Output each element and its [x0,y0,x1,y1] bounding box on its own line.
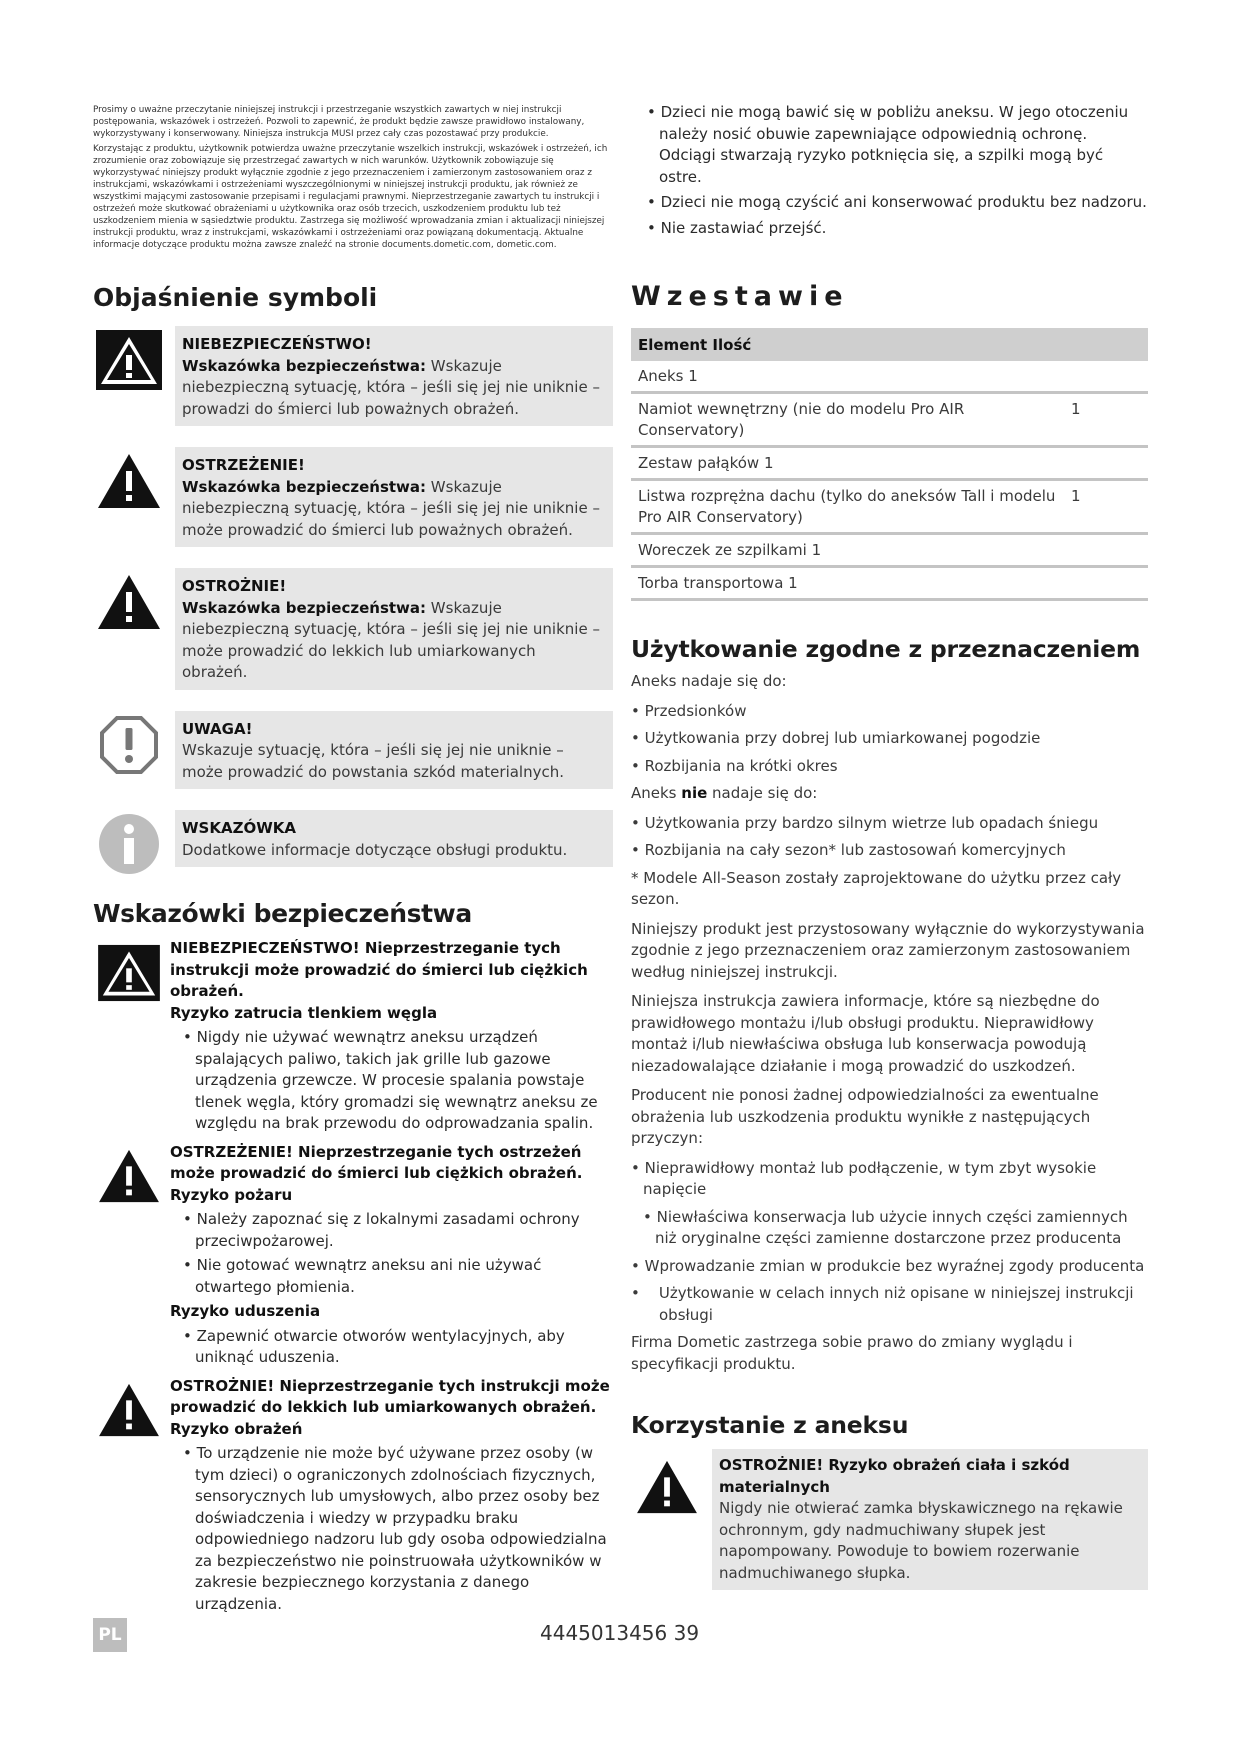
table-cell: Listwa rozprężna dachu (tylko do aneksów Tall i modelu Pro AIR Conservatory) [631,480,1064,534]
symbol-box [175,326,613,426]
safety-bullet: • Należy zapoznać się z lokalnymi zasadami ochrony przeciwpożarowej. [170,1209,613,1252]
usage-title: OSTROŻNIE! Ryzyko obrażeń ciała i szkód materialnych [719,1456,1070,1496]
unsuitable-intro [631,783,1148,805]
table-cell-qty: 1 [1064,393,1148,447]
symbol-title: WSKAZÓWKA [182,819,296,837]
list-item: • Rozbijania na cały sezon* lub zastosowań komercyjnych [631,840,1148,862]
table-header-row [631,328,1148,361]
safety-bullet: • Dzieci nie mogą bawić się w pobliżu aneksu. W jego otoczeniu należy nosić obuwie zapewniające odpowiednią ochronę. Odciągi stwarzają ryzyko potknięcia się, a szpilki mogą być ostre. [631,102,1148,188]
scope-heading: Wzestawie [631,281,849,312]
left-column [93,104,613,1622]
usage-caution [631,1449,1148,1590]
unsuitable-intro-post: nadaje się do: [707,784,818,802]
risk-title: Ryzyko obrażeń [170,1419,303,1438]
usage-heading: Korzystanie z aneksu [631,1411,909,1439]
table-cell-qty [1064,534,1148,567]
danger-icon [93,326,165,394]
symbols-heading: Objaśnienie symboli [93,283,378,312]
symbol-box [175,810,613,867]
paragraph: Niniejszy produkt jest przystosowany wyłącznie do wykorzystywania zgodnie z jego przeznaczeniem oraz zamierzonym zastosowaniem według niniejszej instrukcji. [631,919,1145,981]
symbol-title: OSTROŻNIE! [182,577,287,595]
intro-paragraph: Prosimy o uważne przeczytanie niniejszej instrukcji i przestrzeganie wszystkich zawartych w niej instrukcji postępowania, wskazówek i ostrzeżeń. Pozwoli to zapewnić, że produkt będzie zawsze prawidłowo instalowany, wykorzystywany i konserwowany. Niniejsza instrukcja MUSI przez cały czas pozostawać przy produkcie. [93,105,585,139]
table-header: Element Ilość [631,328,1148,361]
suitable-intro: Aneks nadaje się do: [631,672,787,690]
right-column [631,102,1148,1590]
safety-bullet: • Nie gotować wewnątrz aneksu ani nie używać otwartego płomienia. [170,1255,613,1298]
caution-icon [93,568,165,636]
safety-content [170,1376,613,1619]
table-cell-qty: 1 [1064,480,1148,534]
caution-icon [93,1376,165,1438]
list-item: • Niewłaściwa konserwacja lub użycie innych części zamiennych niż oryginalne części zamienne dostarczone przez producenta [631,1207,1148,1250]
warning-icon [93,447,165,515]
symbol-text: Wskazuje sytuację, która – jeśli się jej nie uniknie – może prowadzić do powstania szkód materialnych. [182,741,565,781]
safety-content [170,938,613,1138]
footnote: * Modele All-Season zostały zaprojektowane do użytku przez cały sezon. [631,868,1122,908]
list-item: • Użytkowania przy dobrej lub umiarkowanej pogodzie [631,728,1148,750]
safety-bullet: • To urządzenie nie może być używane przez osoby (w tym dzieci) o ograniczonych zdolnościach fizycznych, sensorycznych lub umysłowych, albo przez osoby bez doświadczenia i wiedzy w przypadku braku odpowiedniego nadzoru lub gdy osoba odpowiedzialna za bezpieczeństwo nie poinstruowała użytkowników w zakresie bezpiecznego korzystania z danego urządzenia. [170,1443,613,1615]
symbol-label: Wskazówka bezpieczeństwa: [182,598,427,617]
safety-warning [93,1142,613,1372]
table-cell: Aneks 1 [631,361,1064,393]
table-cell: Namiot wewnętrzny (nie do modelu Pro AIR Conservatory) [631,393,1064,447]
danger-icon [93,938,165,1002]
caution-icon [631,1449,703,1515]
symbol-warning [93,447,613,547]
safety-caution [93,1376,613,1619]
danger-head: NIEBEZPIECZEŃSTWO! Nieprzestrzeganie tych instrukcji może prowadzić do śmierci lub ciężkich obrażeń. [170,939,588,1000]
paragraph: Producent nie ponosi żadnej odpowiedzialności za ewentualne obrażenia lub uszkodzenia produktu wynikłe z następujących przyczyn: [631,1086,1099,1147]
intro-text [93,104,613,251]
table-row [631,447,1148,480]
table-row [631,480,1148,534]
table-cell-qty [1064,567,1148,600]
paragraph: Niniejsza instrukcja zawiera informacje, które są niezbędne do prawidłowego montażu i/lub obsługi produktu. Nieprawidłowy montaż i/lub niewłaściwa obsługa lub konserwacja powodują niezadowalające działanie i mogą prowadzić do uszkodzeń. [631,992,1100,1075]
paragraph: Firma Dometic zastrzega sobie prawo do zmiany wyglądu i specyfikacji produktu. [631,1333,1073,1373]
table-row [631,393,1148,447]
notice-octagon-icon [93,711,165,779]
table-row [631,361,1148,393]
table-row [631,567,1148,600]
symbol-text: Dodatkowe informacje dotyczące obsługi produktu. [182,840,568,859]
symbol-title: NIEBEZPIECZEŃSTWO! [182,335,372,353]
safety-content [170,1142,613,1372]
symbol-title: OSTRZEŻENIE! [182,456,305,474]
symbol-notice [93,711,613,790]
list-item: • Nieprawidłowy montaż lub podłączenie, w tym zbyt wysokie napięcie [631,1158,1148,1201]
symbol-danger [93,326,613,426]
safety-bullet: • Nie zastawiać przejść. [631,218,1148,240]
symbol-text: Wskazuje niebezpieczną sytuację, która – jeśli się jej nie uniknie – może prowadzić do lekkich lub umiarkowanych obrażeń. [182,598,600,681]
table-cell: Torba transportowa 1 [631,567,1064,600]
scope-table [631,328,1148,601]
unsuitable-intro-pre: Aneks [631,784,682,802]
caution-head: OSTROŻNIE! Nieprzestrzeganie tych instrukcji może prowadzić do lekkich lub umiarkowanych obrażeń. [170,1376,610,1416]
safety-heading: Wskazówki bezpieczeństwa [93,899,472,928]
safety-bullet: • Nigdy nie używać wewnątrz aneksu urządzeń spalających paliwo, takich jak grille lub gazowe urządzenia grzewcze. W procesie spalania powstaje tlenek węgla, który gromadzi się wewnątrz aneksu ze względu na brak przewodu do odprowadzania spalin. [170,1027,613,1135]
safety-bullet: • Dzieci nie mogą czyścić ani konserwować produktu bez nadzoru. [631,192,1148,214]
language-badge: PL [93,1618,127,1652]
warning-head: OSTRZEŻENIE! Nieprzestrzeganie tych ostrzeżeń może prowadzić do śmierci lub ciężkich obrażeń. [170,1142,583,1182]
list-item: • Przedsionków [631,701,1148,723]
usage-box [712,1449,1148,1590]
symbol-label: Wskazówka bezpieczeństwa: [182,356,427,375]
list-item: • Użytkowania przy bardzo silnym wietrze lub opadach śniegu [631,813,1148,835]
symbol-title: UWAGA! [182,719,253,738]
risk-title: Ryzyko uduszenia [170,1302,321,1320]
table-row [631,534,1148,567]
table-cell: Woreczek ze szpilkami 1 [631,534,1064,567]
risk-title: Ryzyko pożaru [170,1185,293,1204]
table-cell-qty [1064,361,1148,393]
list-item: • Użytkowanie w celach innych niż opisane w niniejszej instrukcji obsługi [631,1283,1148,1326]
symbol-caution [93,568,613,690]
list-item: • Rozbijania na krótki okres [631,756,1148,778]
document-number: 4445013456 39 [540,1621,700,1645]
risk-title: Ryzyko zatrucia tlenkiem węgla [170,1003,438,1022]
symbol-box [175,447,613,547]
table-cell-qty [1064,447,1148,480]
symbol-box [175,711,613,790]
safety-bullet: • Zapewnić otwarcie otworów wentylacyjnych, aby uniknąć uduszenia. [170,1326,613,1369]
warning-icon [93,1142,165,1204]
intended-use-heading: Użytkowanie zgodne z przeznaczeniem [631,635,1141,663]
symbol-text: Wskazuje niebezpieczną sytuację, która – jeśli się jej nie uniknie – prowadzi do śmierci lub poważnych obrażeń. [182,356,600,418]
table-cell: Zestaw pałąków 1 [631,447,1064,480]
symbol-label: Wskazówka bezpieczeństwa: [182,477,427,496]
intro-paragraph: Korzystając z produktu, użytkownik potwierdza uważne przeczytanie wszelkich instrukcji, wskazówek i ostrzeżeń, ich zrozumienie oraz zobowiązuje się przestrzegać zawartych w nich warunków. Użytkownik zobowiązuje się wykorzystywać niniejszy produkt wyłącznie zgodnie z jego przeznaczeniem i zamierzonym zastosowaniem oraz z instrukcjami, wskazówkami i ostrzeżeniami wyszczególnionymi w niniejszej instrukcji produktu, jak również ze wszystkimi mającymi zastosowanie przepisami i regulacjami prawnymi. Nieprzestrzeganie zawartych tu instrukcji i ostrzeżeń może skutkować obrażeniami u użytkownika oraz osób trzecich, uszkodzeniem produktu lub też uszkodzeniem mienia w sąsiedztwie produktu. Zastrzega się możliwość wprowadzania zmian i aktualizacji niniejszej instrukcji produktu, wraz z instrukcjami, wskazówkami i ostrzeżeniami oraz powiązaną dokumentacją. Aktualne informacje dotyczące produktu można zawsze znaleźć na stronie documents.dometic.com, dometic.com. [93,144,608,250]
info-icon [93,810,165,878]
usage-text: Nigdy nie otwierać zamka błyskawicznego na rękawie ochronnym, gdy nadmuchiwany słupek jest napompowany. Powoduje to bowiem rozerwanie nadmuchiwanego słupka. [719,1499,1123,1582]
symbol-text: Wskazuje niebezpieczną sytuację, która – jeśli się jej nie uniknie – może prowadzić do śmierci lub poważnych obrażeń. [182,477,600,539]
symbol-info [93,810,613,878]
list-item: • Wprowadzanie zmian w produkcie bez wyraźnej zgody producenta [631,1256,1148,1278]
safety-danger [93,938,613,1138]
symbol-box [175,568,613,690]
unsuitable-intro-not: nie [681,784,708,802]
